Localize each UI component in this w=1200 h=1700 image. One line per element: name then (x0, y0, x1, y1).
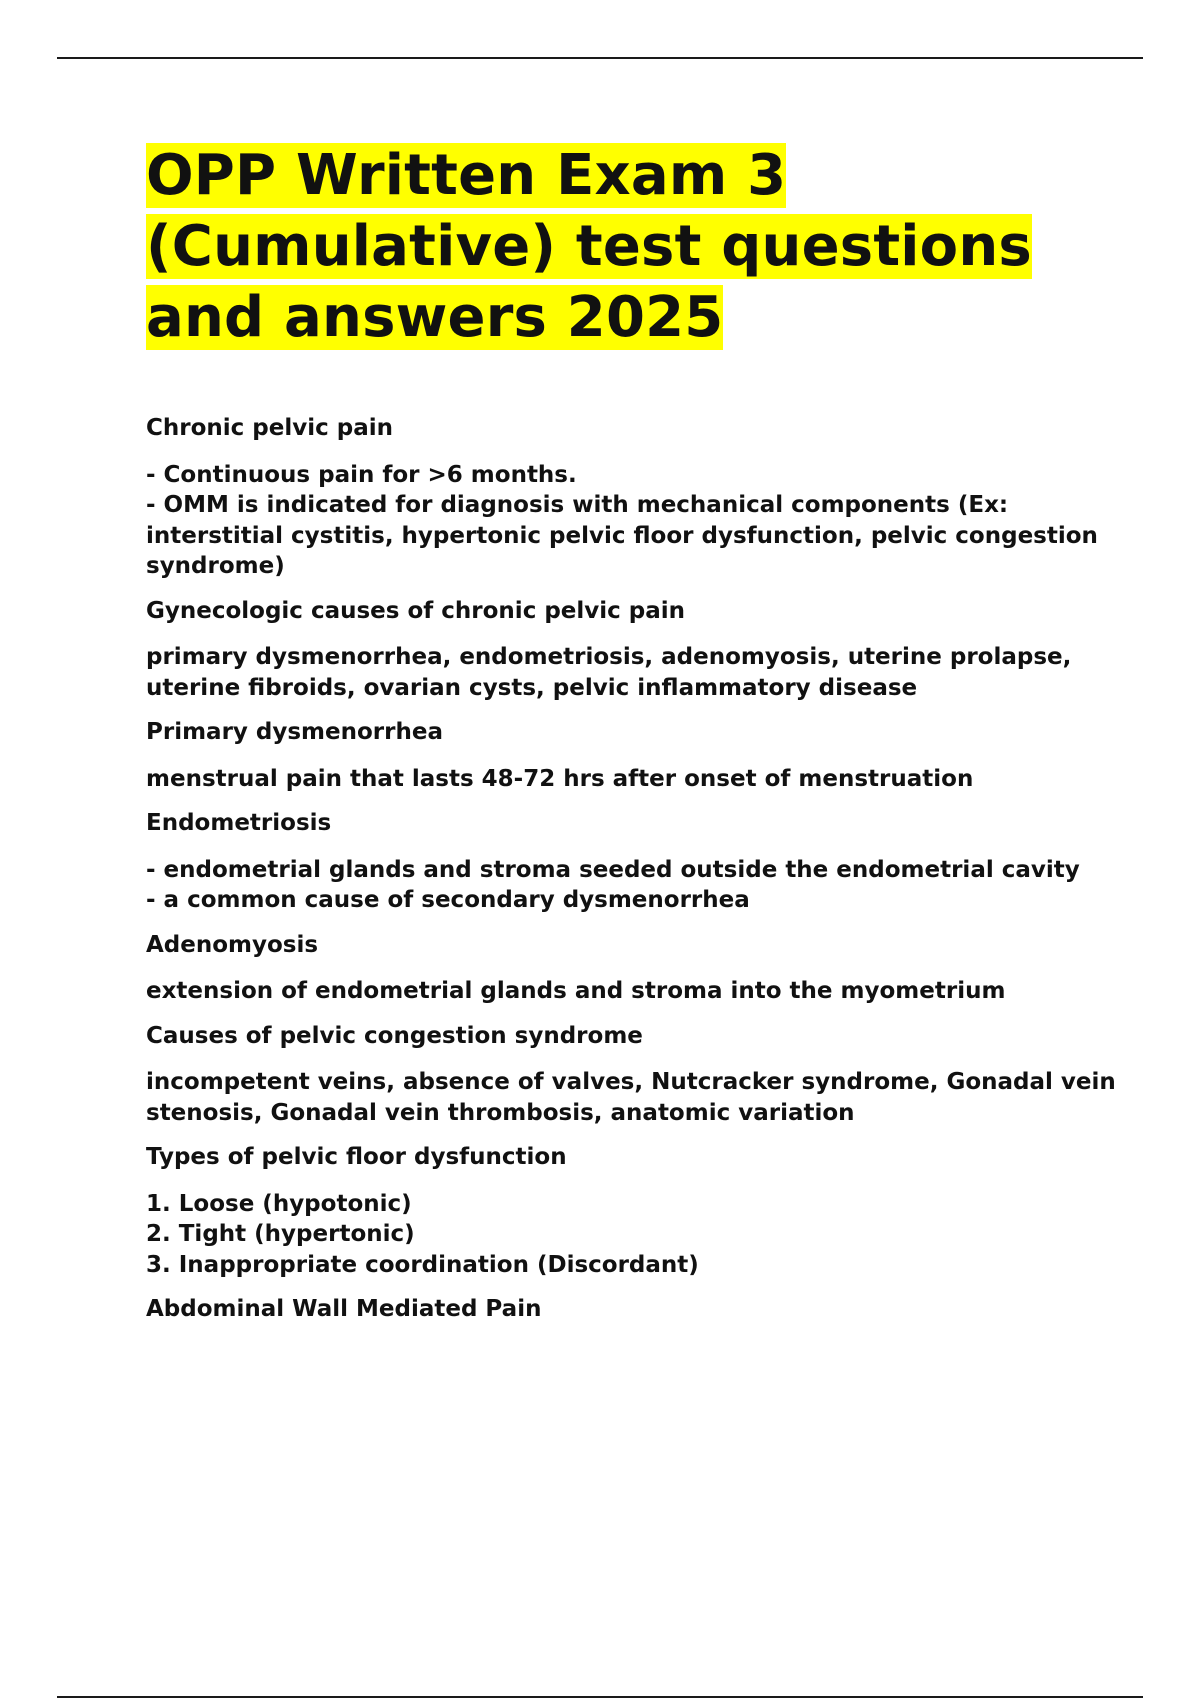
card-definition: - endometrial glands and stroma seeded outside the endometrial cavity - a common cause of secondary dysmenorrhea (146, 856, 1080, 913)
footer-rule (57, 1696, 1143, 1698)
header-rule (57, 57, 1143, 59)
qa-card-8 (146, 1294, 1136, 1325)
qa-card-4 (146, 808, 1136, 916)
card-term: Chronic pelvic pain (146, 415, 394, 441)
card-definition: 1. Loose (hypotonic) 2. Tight (hypertonic) 3. Inappropriate coordination (Discordant) (146, 1190, 699, 1278)
card-term: Causes of pelvic congestion syndrome (146, 1022, 643, 1049)
card-definition: incompetent veins, absence of valves, Nutcracker syndrome, Gonadal vein stenosis, Gonadal vein thrombosis, anatomic variation (146, 1069, 1116, 1126)
card-definition: primary dysmenorrhea, endometriosis, adenomyosis, uterine prolapse, uterine fibroids, ovarian cysts, pelvic inflammatory disease (146, 644, 1072, 701)
card-term: Abdominal Wall Mediated Pain (146, 1296, 542, 1322)
qa-card-2 (146, 596, 1136, 704)
document-title (146, 140, 1136, 353)
card-definition: menstrual pain that lasts 48-72 hrs after onset of menstruation (146, 765, 974, 792)
title-highlight: OPP Written Exam 3 (Cumulative) test questions and answers 2025 (146, 143, 1032, 350)
card-term: Gynecologic causes of chronic pelvic pain (146, 597, 686, 624)
document-body (146, 140, 1136, 1341)
card-term: Adenomyosis (146, 931, 319, 958)
qa-card-7 (146, 1142, 1136, 1280)
qa-card-1 (146, 413, 1136, 582)
qa-card-6 (146, 1021, 1136, 1129)
card-term: Primary dysmenorrhea (146, 719, 443, 745)
card-definition: - Continuous pain for >6 months. - OMM is indicated for diagnosis with mechanical components (Ex: interstitial cystitis, hypertonic pelvic floor dysfunction, pelvic congestion syndrome) (146, 461, 1098, 579)
qa-card-5 (146, 930, 1136, 1007)
card-term: Types of pelvic floor dysfunction (146, 1144, 567, 1170)
qa-card-3 (146, 717, 1136, 794)
card-definition: extension of endometrial glands and stroma into the myometrium (146, 978, 1006, 1004)
card-term: Endometriosis (146, 810, 332, 836)
